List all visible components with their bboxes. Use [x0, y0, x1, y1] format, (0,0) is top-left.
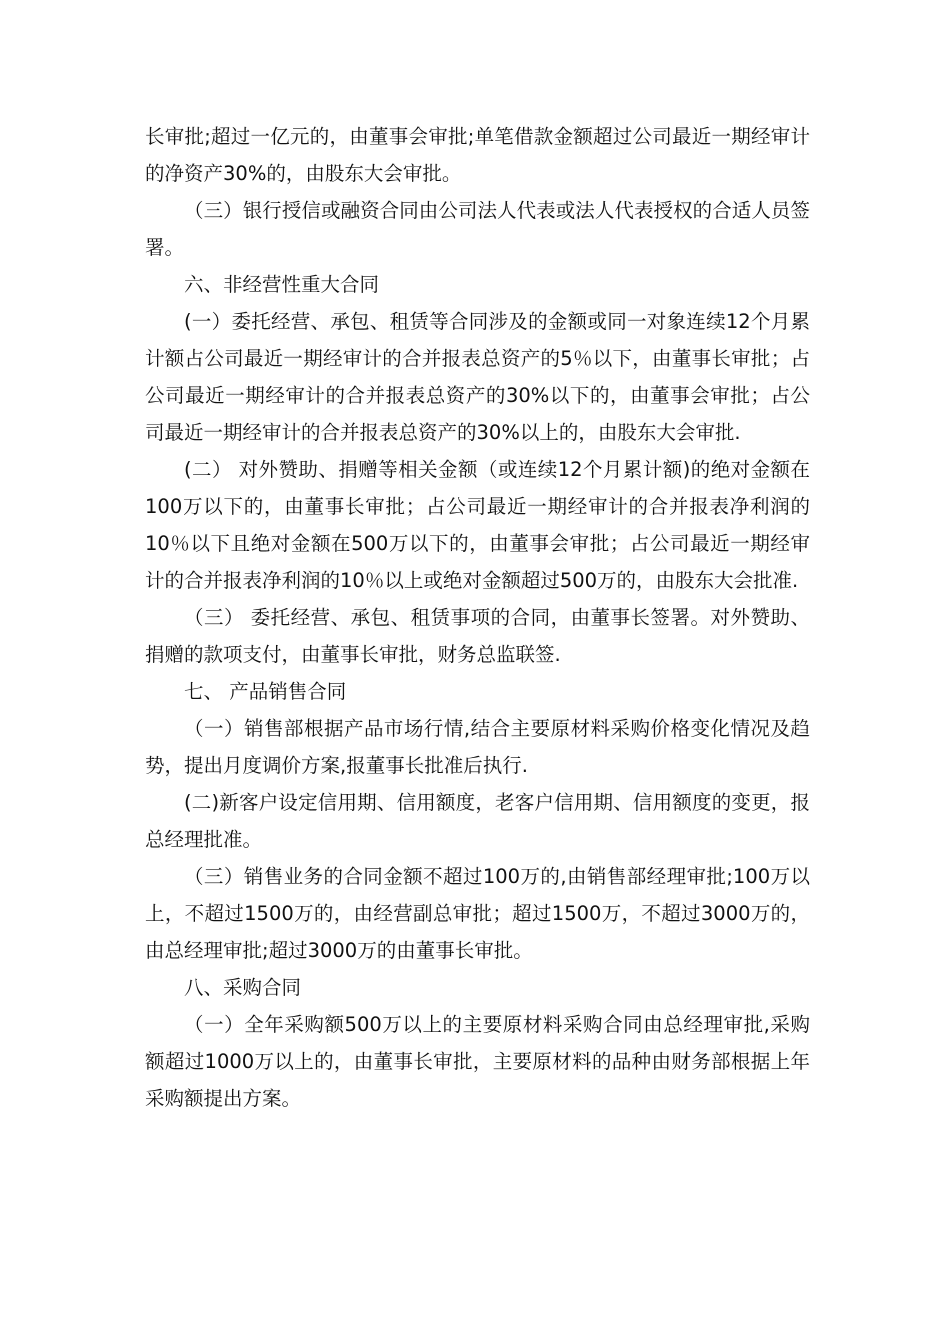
heading-non-operating-contracts: 六、非经营性重大合同 — [184, 273, 380, 296]
paragraph-sales-approval-limits: （三）销售业务的合同金额不超过100万的,由销售部经理审批;100万以上，不超过1500万的，由经营副总审批；超过1500万，不超过3000万的，由总经理审批;超过3000万的由董事长审批。 — [145, 865, 810, 962]
paragraph-price-adjustment: （一）销售部根据产品市场行情,结合主要原材料采购价格变化情况及趋势，提出月度调价方案,报董事长批准后执行. — [145, 717, 810, 777]
document-page — [145, 118, 810, 1117]
paragraph-entrusted-operation: (一）委托经营、承包、租赁等合同涉及的金额或同一对象连续12个月累计额占公司最近一期经审计的合并报表总资产的5％以下，由董事长审批；占公司最近一期经审计的合并报表总资产的30%以下的，由董事会审批；占公司最近一期经审计的合并报表总资产的30%以上的，由股东大会审批. — [145, 310, 810, 444]
heading-product-sales-contracts: 七、 产品销售合同 — [184, 680, 347, 703]
paragraph-procurement-approval: （一）全年采购额500万以上的主要原材料采购合同由总经理审批,采购额超过1000万以上的，由董事长审批，主要原材料的品种由财务部根据上年采购额提出方案。 — [145, 1013, 810, 1110]
paragraph-credit-terms: (二)新客户设定信用期、信用额度，老客户信用期、信用额度的变更，报总经理批准。 — [145, 791, 810, 851]
heading-procurement-contracts: 八、采购合同 — [184, 976, 302, 999]
paragraph-sponsorship-donation: (二） 对外赞助、捐赠等相关金额（或连续12个月累计额)的绝对金额在100万以下的，由董事长审批；占公司最近一期经审计的合并报表净利润的10％以下且绝对金额在500万以下的，由董事会审批；占公司最近一期经审计的合并报表净利润的10％以上或绝对金额超过500万的，由股东大会批准. — [145, 458, 810, 592]
paragraph-approval-continuation: 长审批;超过一亿元的，由董事会审批;单笔借款金额超过公司最近一期经审计的净资产30%的，由股东大会审批。 — [145, 125, 810, 185]
paragraph-contract-signing: （三） 委托经营、承包、租赁事项的合同，由董事长签署。对外赞助、捐赠的款项支付，由董事长审批，财务总监联签. — [145, 606, 810, 666]
paragraph-bank-credit-signing: （三）银行授信或融资合同由公司法人代表或法人代表授权的合适人员签署。 — [145, 199, 810, 259]
